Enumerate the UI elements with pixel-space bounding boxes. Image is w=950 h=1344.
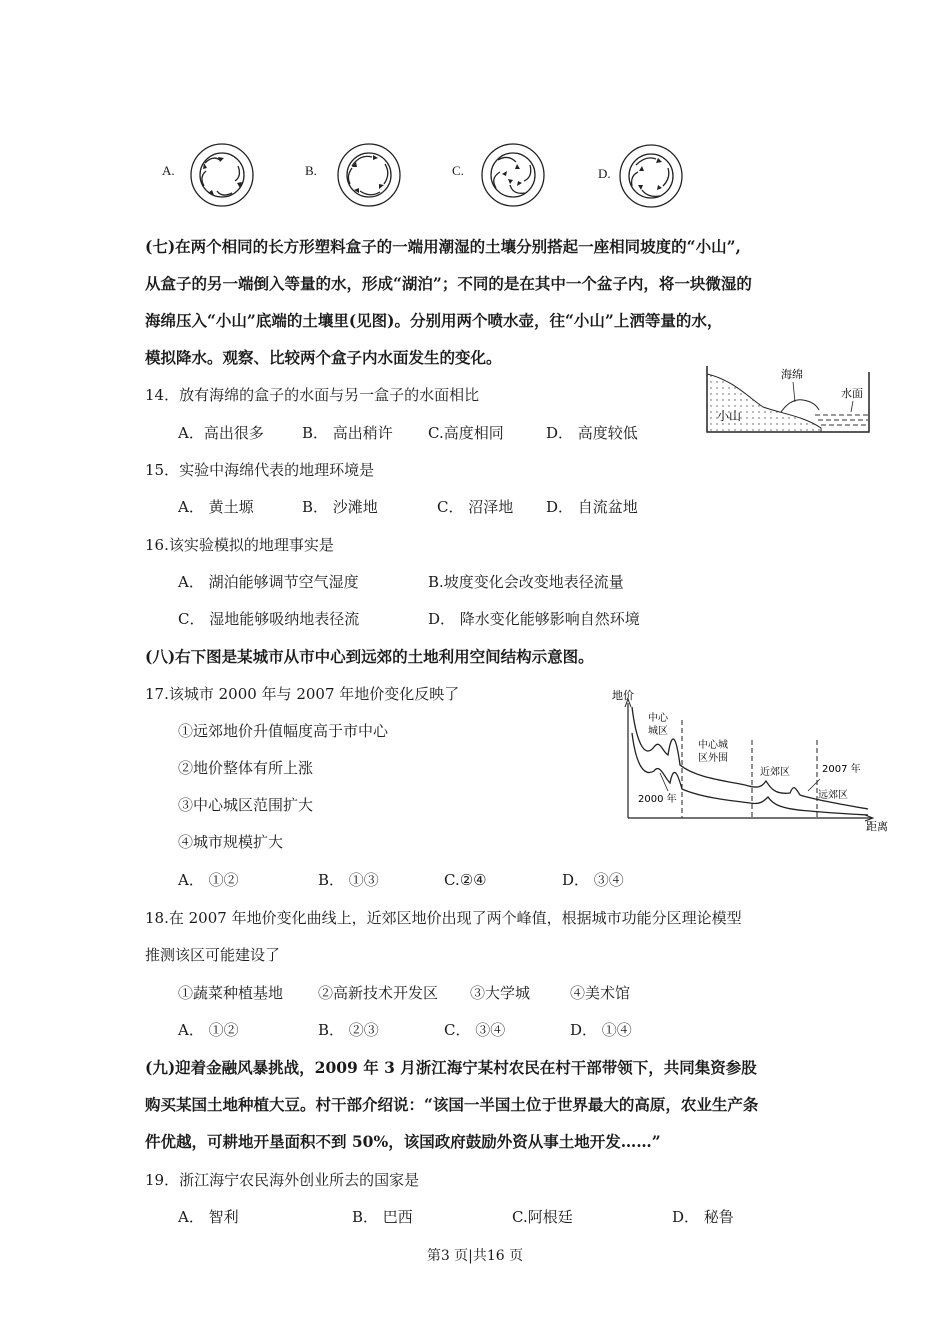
zone-label-center-2: 城区: [648, 726, 668, 737]
q17-option-d[interactable]: D． ③④: [562, 871, 624, 889]
hill-shape: [707, 374, 821, 432]
section7-line-2: 从盒子的另一端倒入等量的水，形成“湖泊”；不同的是在其中一个盆子内，将一块微湿的: [145, 274, 752, 293]
q15-option-d[interactable]: D． 自流盆地: [546, 498, 638, 516]
section9-line-1: (九)迎着金融风暴挑战，2009 年 3 月浙江海宁某村农民在村干部带领下，共同集资参股: [145, 1058, 757, 1077]
zone-label-exurb: 远郊区: [818, 790, 848, 801]
land-value-chart: [610, 685, 890, 835]
q16-option-d[interactable]: D． 降水变化能够影响自然环境: [428, 610, 640, 628]
circle-b-inner: [347, 153, 391, 197]
q17-statement-2: ②地价整体有所上涨: [178, 759, 314, 777]
option-d-label: D.: [598, 166, 611, 181]
section7-line-4: 模拟降水。观察、比较两个盒子内水面发生的变化。: [145, 348, 502, 367]
zone-label-center-1: 中心: [648, 713, 668, 724]
series-2000-label: 2000 年: [638, 794, 677, 805]
q19-option-b[interactable]: B． 巴西: [352, 1208, 413, 1226]
q14-stem: 14．放有海绵的盒子的水面与另一盒子的水面相比: [145, 386, 480, 404]
q17-option-b[interactable]: B． ①③: [318, 871, 379, 889]
q18-statement-2: ②高新技术开发区: [318, 984, 439, 1002]
q18-statement-3: ③大学城: [470, 984, 531, 1002]
q17-stem: 17.该城市 2000 年与 2007 年地价变化反映了: [145, 685, 460, 703]
zone-label-outer-2: 区外围: [698, 753, 728, 764]
q14-option-b[interactable]: B． 高出稍许: [302, 424, 393, 442]
q19-option-d[interactable]: D． 秘鲁: [672, 1208, 734, 1226]
x-axis-label: 距离: [866, 820, 888, 833]
zone-label-suburb: 近郊区: [760, 767, 790, 778]
option-b-label: B.: [305, 163, 317, 178]
circle-d-inner: [629, 154, 673, 198]
q14-option-d[interactable]: D． 高度较低: [546, 424, 638, 442]
q19-option-c[interactable]: C.阿根廷: [512, 1208, 573, 1226]
q17-option-c[interactable]: C.②④: [444, 871, 487, 889]
q15-option-c[interactable]: C． 沼泽地: [437, 498, 514, 516]
sponge-experiment-figure: [703, 362, 873, 437]
q17-option-a[interactable]: A． ①②: [178, 871, 239, 889]
q19-stem: 19．浙江海宁农民海外创业所去的国家是: [145, 1171, 420, 1189]
sponge-shape: [781, 400, 819, 412]
section9-line-3: 件优越，可耕地开垦面积不到 50%，该国政府鼓励外资从事土地开发……”: [145, 1132, 661, 1151]
section9-line-2: 购买某国土地种植大豆。村干部介绍说：“该国一半国土位于世界最大的高原，农业生产条: [145, 1095, 759, 1114]
q18-statement-1: ①蔬菜种植基地: [178, 984, 284, 1002]
q19-option-a[interactable]: A． 智利: [178, 1208, 239, 1226]
section7-line-3: 海绵压入“小山”底端的土壤里(见图)。分别用两个喷水壶，往“小山”上洒等量的水，: [145, 311, 723, 330]
option-c-label: C.: [452, 163, 464, 178]
q15-stem: 15．实验中海绵代表的地理环境是: [145, 461, 375, 479]
q18-statement-4: ④美术馆: [570, 984, 631, 1002]
q18-stem-2: 推测该区可能建设了: [145, 946, 281, 964]
q16-option-c[interactable]: C． 湿地能够吸纳地表径流: [178, 610, 360, 628]
q14-option-c[interactable]: C.高度相同: [428, 424, 504, 442]
sponge-label: 海绵: [781, 368, 803, 381]
section7-line-1: (七)在两个相同的长方形塑料盒子的一端用潮湿的土壤分别搭起一座相同坡度的“小山”,: [145, 237, 741, 256]
q17-statement-4: ④城市规模扩大: [178, 833, 284, 851]
q18-option-b[interactable]: B． ②③: [318, 1021, 379, 1039]
water-label: 水面: [841, 387, 863, 400]
q15-option-b[interactable]: B． 沙滩地: [302, 498, 378, 516]
q18-option-a[interactable]: A． ①②: [178, 1021, 239, 1039]
q14-option-a[interactable]: A．高出很多: [178, 424, 264, 442]
q17-statement-3: ③中心城区范围扩大: [178, 796, 314, 814]
q18-option-d[interactable]: D． ①④: [570, 1021, 632, 1039]
circulation-diagrams: [180, 138, 700, 218]
q16-stem: 16.该实验模拟的地理事实是: [145, 536, 334, 554]
y-axis-label: 地价: [612, 689, 634, 702]
page-footer: 第3 页|共16 页: [426, 1248, 524, 1264]
option-a-label: A.: [162, 163, 175, 178]
hill-label: 小山: [717, 409, 742, 423]
q16-option-a[interactable]: A． 湖泊能够调节空气湿度: [178, 573, 359, 591]
q18-stem-1: 18.在 2007 年地价变化曲线上，近郊区地价出现了两个峰值，根据城市功能分区理论模型: [145, 909, 742, 927]
zone-label-outer-1: 中心城: [698, 740, 728, 751]
q18-option-c[interactable]: C． ③④: [444, 1021, 506, 1039]
q17-statement-1: ①远郊地价升值幅度高于市中心: [178, 722, 389, 740]
section8-title: (八)右下图是某城市从市中心到远郊的土地利用空间结构示意图。: [145, 647, 594, 666]
series-2007-label: 2007 年: [822, 764, 861, 775]
q16-option-b[interactable]: B.坡度变化会改变地表径流量: [428, 573, 624, 591]
q15-option-a[interactable]: A． 黄土塬: [178, 498, 254, 516]
